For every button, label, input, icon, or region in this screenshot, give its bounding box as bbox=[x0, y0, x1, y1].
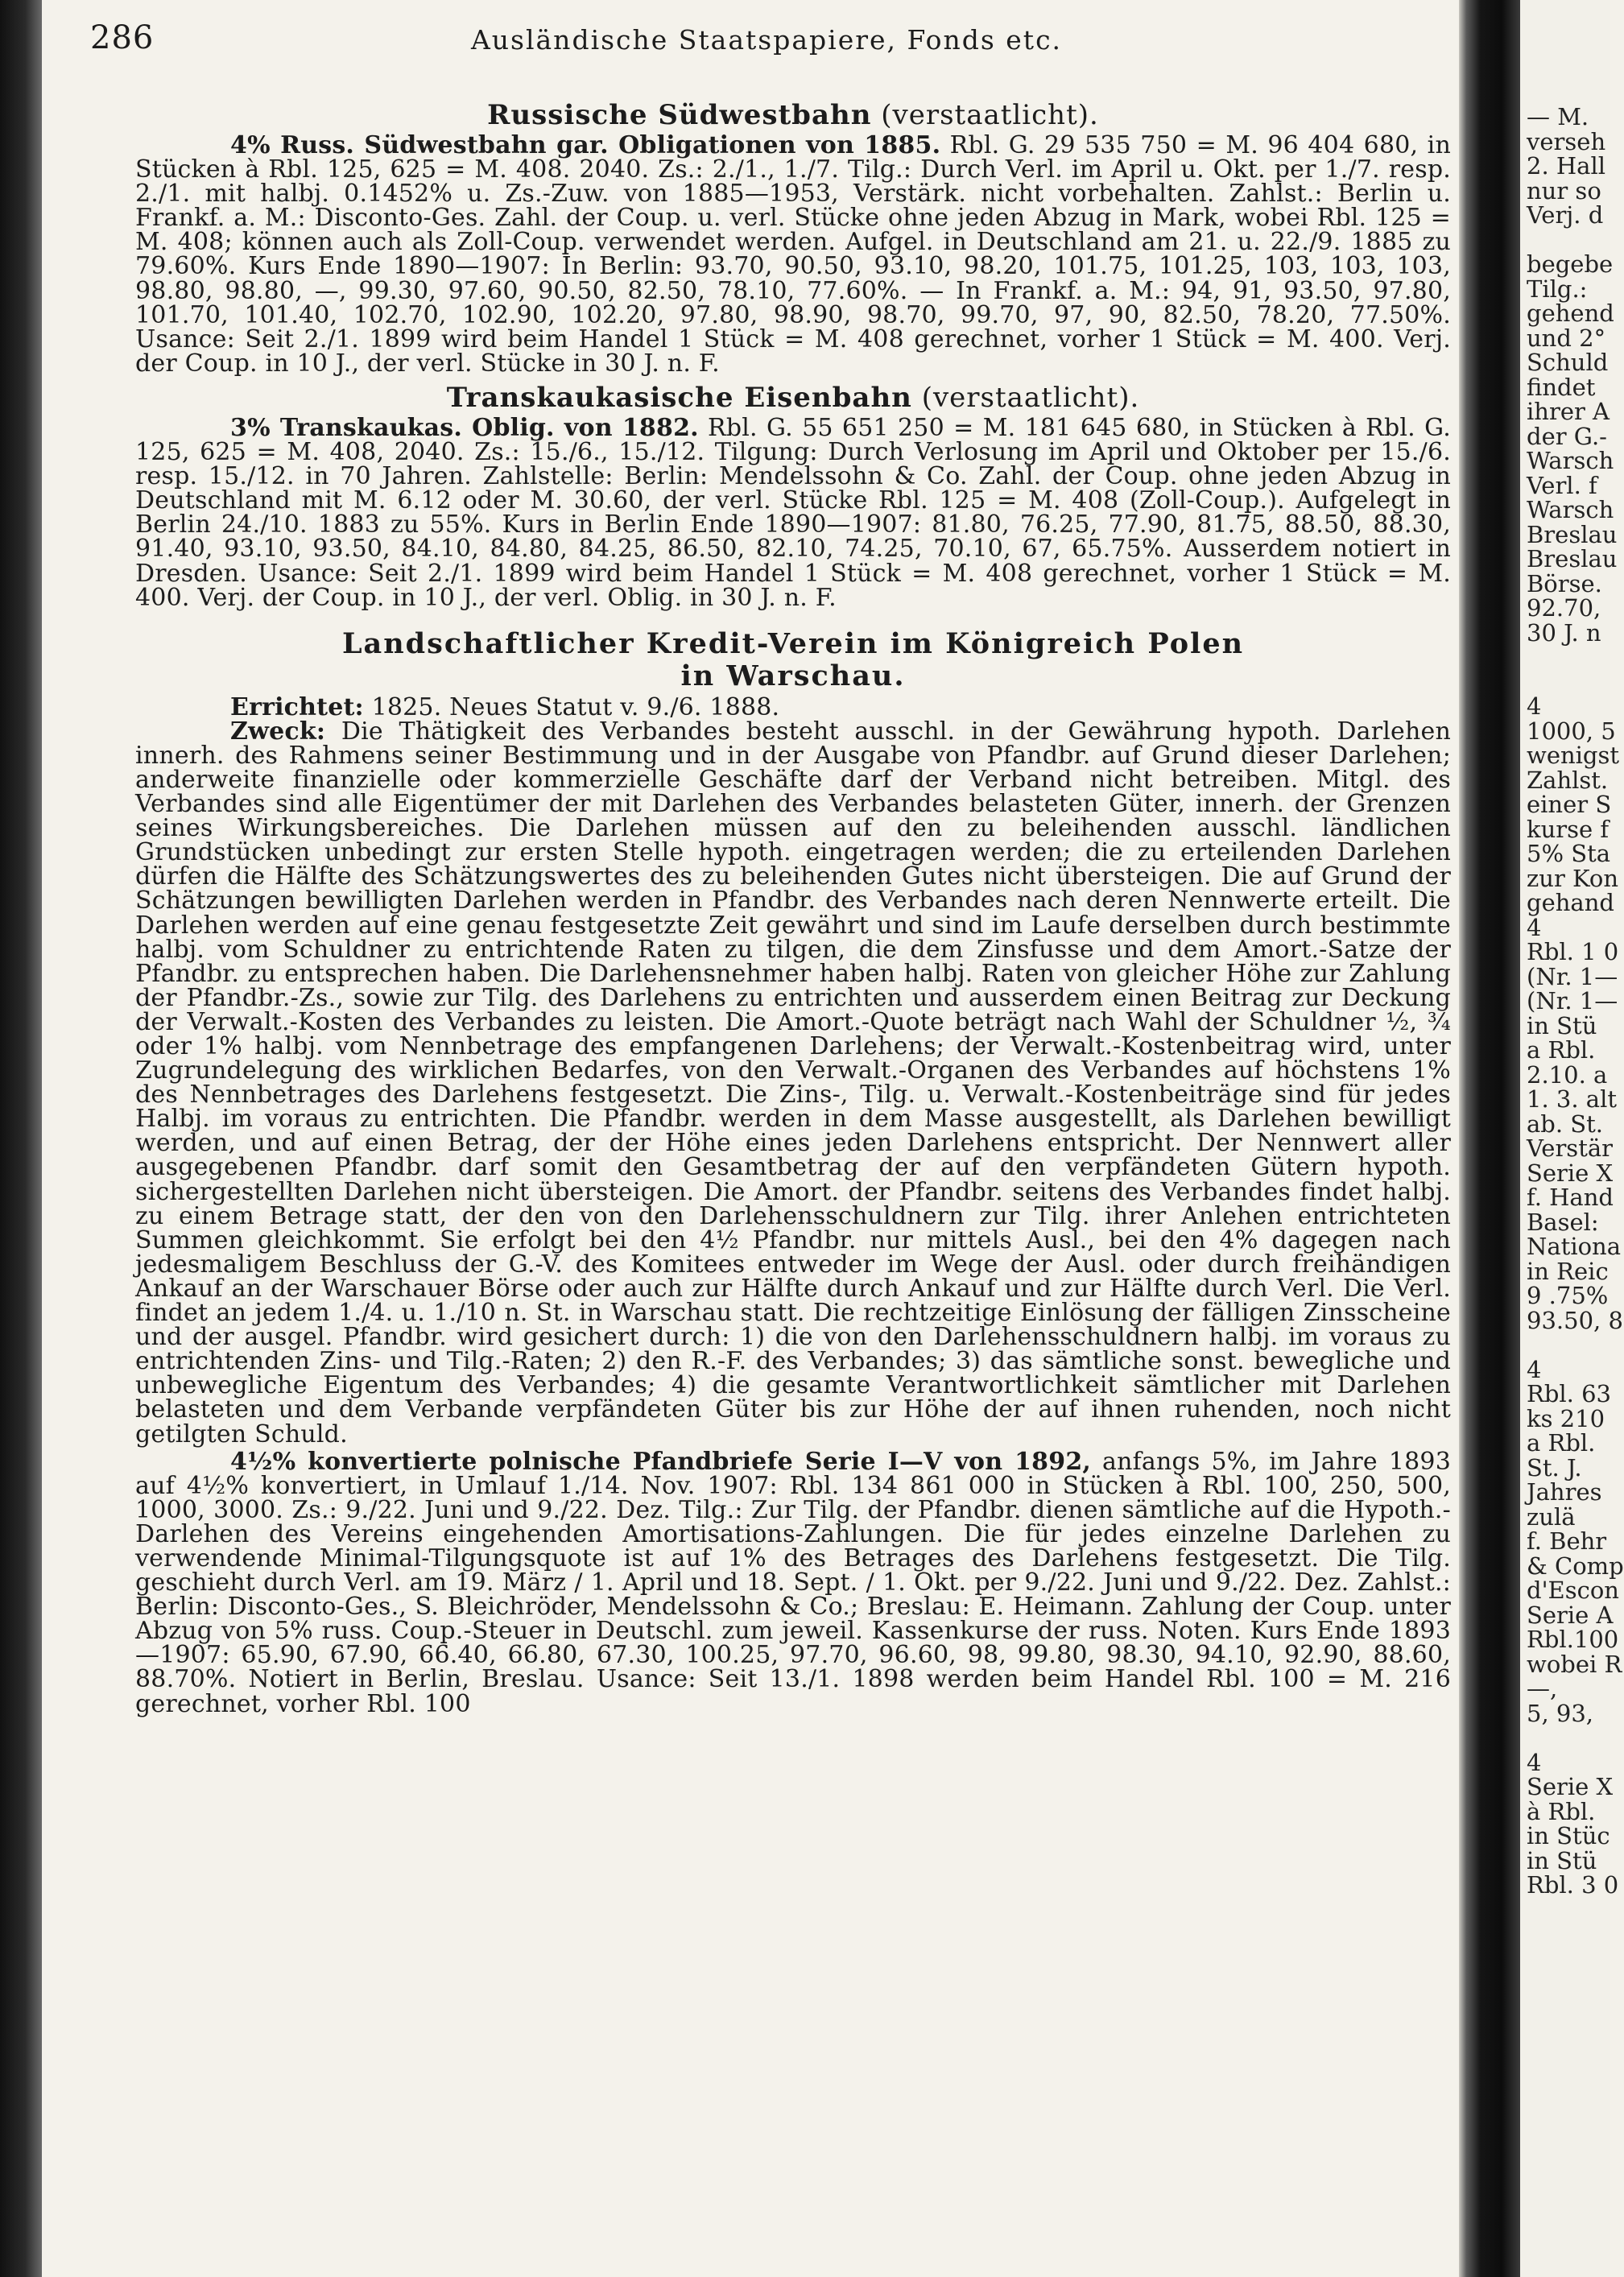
bond-entry-suedwestbahn bbox=[135, 131, 1451, 378]
adjacent-page-line: Basel: bbox=[1527, 1208, 1599, 1236]
adjacent-page-line: in Reic bbox=[1527, 1257, 1609, 1285]
adjacent-page bbox=[1520, 0, 1624, 2277]
adjacent-page-line: a Rbl. bbox=[1527, 1429, 1596, 1457]
adjacent-page-line: kurse f bbox=[1527, 815, 1610, 843]
adjacent-page-line: gehend bbox=[1527, 300, 1614, 327]
adjacent-page-line: 30 J. n bbox=[1527, 618, 1601, 647]
adjacent-page-line: f. Hand bbox=[1527, 1184, 1614, 1211]
adjacent-page-line: Nationa bbox=[1527, 1233, 1622, 1260]
adjacent-page-line: Rbl. 3 0 bbox=[1527, 1871, 1619, 1899]
adjacent-page-line: —, bbox=[1527, 1675, 1558, 1702]
adjacent-page-line: St. J. bbox=[1527, 1453, 1582, 1481]
section-title-note: (verstaatlicht). bbox=[911, 381, 1140, 414]
adjacent-page-line: gehand bbox=[1527, 889, 1614, 916]
adjacent-page-line: 2. Hall bbox=[1527, 152, 1606, 180]
adjacent-page-line: 4 bbox=[1527, 1748, 1542, 1776]
adjacent-page-line: 4 bbox=[1527, 692, 1542, 720]
section-title-kredit-verein bbox=[135, 628, 1451, 692]
pfandbriefe-entry bbox=[135, 1447, 1451, 1718]
adjacent-page-line: ab. St. bbox=[1527, 1110, 1604, 1138]
errichtet-text: 1825. Neues Statut v. 9./6. 1888. bbox=[363, 692, 780, 721]
adjacent-page-line: (Nr. 1— bbox=[1527, 987, 1618, 1015]
adjacent-page-line: Jahres bbox=[1527, 1478, 1602, 1506]
zweck-label: Zweck: bbox=[230, 717, 326, 746]
adjacent-page-line: und 2° bbox=[1527, 324, 1606, 352]
adjacent-page-line: Serie X bbox=[1527, 1773, 1614, 1800]
adjacent-page-line: Breslau bbox=[1527, 545, 1618, 572]
adjacent-page-line: Warsch bbox=[1527, 447, 1614, 474]
adjacent-page-line: in Stüc bbox=[1527, 1822, 1610, 1849]
adjacent-page-line: — M. bbox=[1527, 103, 1589, 130]
page-content bbox=[135, 100, 1451, 1717]
adjacent-page-line: a Rbl. bbox=[1527, 1036, 1596, 1064]
adjacent-page-line: begebe bbox=[1527, 250, 1614, 278]
adjacent-page-line: Schuld bbox=[1527, 349, 1609, 376]
adjacent-page-line: Börse. bbox=[1527, 569, 1602, 597]
bond-lead: 4% Russ. Südwestbahn gar. Obligationen von 1885. bbox=[230, 131, 941, 159]
adjacent-page-line: Rbl. 1 0 bbox=[1527, 938, 1619, 965]
adjacent-page-line: Rbl.100 bbox=[1527, 1626, 1619, 1653]
running-title: Ausländische Staatspapiere, Fonds etc. bbox=[470, 24, 1063, 56]
adjacent-page-line: 4 bbox=[1527, 1355, 1542, 1383]
adjacent-page-line: findet bbox=[1527, 373, 1596, 401]
adjacent-page-line: 1. 3. alt bbox=[1527, 1085, 1617, 1113]
adjacent-page-line: wobei R bbox=[1527, 1650, 1622, 1678]
errichtet-entry bbox=[135, 692, 1451, 721]
adjacent-page-line: 2.10. a bbox=[1527, 1060, 1608, 1089]
adjacent-page-line: ihrer A bbox=[1527, 398, 1610, 425]
adjacent-page-line: Warsch bbox=[1527, 496, 1614, 523]
title-line-1: Landschaftlicher Kredit-Verein im Königreich Polen bbox=[341, 626, 1245, 660]
section-title-bold: Transkaukasische Eisenbahn bbox=[446, 381, 912, 414]
adjacent-page-line: Breslau bbox=[1527, 520, 1618, 548]
adjacent-page-line: (Nr. 1— bbox=[1527, 962, 1618, 990]
bond-text: Rbl. G. 29 535 750 = M. 96 404 680, in Stücken à Rbl. 125, 625 = M. 408. 2040. Zs.: 2./1., 1./7. Tilg.: Durch Verl. im April u. Okt. per 1./7. resp. 2./1. mit halbj. 0.1452% u. Zs.-Zuw. von 1885—1953, Verstärk. nicht vorbehalten. Zahlst.: Berlin u. Frankf. a. M.: Disconto-Ges. Zahl. der Coup. u. verl. Stücke ohne jeden Abzug in Mark, wobei Rbl. 125 = M. 408; können auch als Zoll-Coup. verwendet werden. Aufgel. in Deutschland am 21. u. 22./9. 1885 zu 79.60%. Kurs Ende 1890—1907: In Berlin: 93.70, 90.50, 93.10, 98.20, 101.75, 101.25, 103, 103, 103, 98.80, 98.80, —, 99.30, 97.60, 90.50, 82.50, 78.10, 77.60%. — In Frankf. a. M.: 94, 91, 93.50, 97.80, 101.70, 101.40, 102.70, 102.90, 102.20, 97.80, 98.90, 98.70, 99.70, 97, 90, 82.50, 78.20, 77.50%. Usance: Seit 2./1. 1899 wird beim Handel 1 Stück = M. 408 gerechnet, vorher 1 Stück = M. 400. Verj. der Coup. in 10 J., der verl. Stücke in 30 J. n. F. bbox=[135, 131, 1451, 378]
adjacent-page-line: ks 210 bbox=[1527, 1404, 1605, 1432]
bond-text: Rbl. G. 55 651 250 = M. 181 645 680, in Stücken à Rbl. G. 125, 625 = M. 408, 2040. Zs.: 15./6., 15./12. Tilgung: Durch Verlosung im April und Oktober per 15./6. resp. 15./12. in 70 Jahren. Zahlstelle: Berlin: Mendelssohn & Co. Zahl. der Coup. ohne jeden Abzug in Deutschland mit M. 6.12 oder M. 30.60, der verl. Stücke Rbl. 125 = M. 408 (Zoll-Coup.). Aufgelegt in Berlin 24./10. 1883 zu 55%. Kurs in Berlin Ende 1890—1907: 81.80, 76.25, 77.90, 81.75, 88.50, 88.30, 91.40, 93.10, 93.50, 84.10, 84.80, 84.25, 86.50, 82.10, 74.25, 70.10, 67, 65.75%. Ausserdem notiert in Dresden. Usance: Seit 2./1. 1899 wird beim Handel 1 Stück = M. 408 gerechnet, vorher 1 Stück = M. 400. Verj. der Coup. in 10 J., der verl. Oblig. in 30 J. n. F. bbox=[135, 413, 1451, 612]
title-line-2: in Warschau. bbox=[680, 659, 906, 692]
running-head bbox=[90, 19, 1443, 60]
adjacent-page-line: Verl. f bbox=[1527, 471, 1597, 499]
adjacent-page-line: Tilg.: bbox=[1527, 275, 1588, 303]
adjacent-page-line: d'Escon bbox=[1527, 1577, 1619, 1604]
adjacent-page-line: der G.- bbox=[1527, 422, 1607, 450]
adjacent-page-line: Verstär bbox=[1527, 1134, 1613, 1162]
section-title-suedwestbahn bbox=[135, 100, 1451, 130]
adjacent-page-line: à Rbl. bbox=[1527, 1797, 1596, 1825]
adjacent-page-line: 1000, 5 bbox=[1527, 717, 1616, 745]
adjacent-page-line: & Comp bbox=[1527, 1552, 1624, 1580]
adjacent-page-line: 5, 93, bbox=[1527, 1699, 1594, 1727]
bond-lead: 3% Transkaukas. Oblig. von 1882. bbox=[230, 413, 699, 442]
adjacent-page-line: zulä bbox=[1527, 1502, 1576, 1531]
section-title-note: (verstaatlicht). bbox=[871, 99, 1099, 131]
adjacent-page-line: Serie X bbox=[1527, 1159, 1614, 1187]
adjacent-page-line: 9 .75% bbox=[1527, 1282, 1609, 1309]
adjacent-page-line: einer S bbox=[1527, 791, 1612, 818]
adjacent-page-line: Verj. d bbox=[1527, 201, 1604, 229]
adjacent-page-line: 93.50, 8 bbox=[1527, 1306, 1623, 1334]
adjacent-page-line: in Stü bbox=[1527, 1846, 1597, 1874]
adjacent-page-line: wenigst bbox=[1527, 742, 1620, 769]
book-gutter bbox=[1459, 0, 1520, 2277]
pfandbriefe-text: anfangs 5%, im Jahre 1893 auf 4½% konvertiert, in Umlauf 1./14. Nov. 1907: Rbl. 134 861 000 in Stücken à Rbl. 100, 250, 500, 1000, 3000. Zs.: 9./22. Juni und 9./22. Dez. Tilg.: Zur Tilg. der Pfandbr. dienen sämtliche auf die Hypoth.-Darlehen des Vereins eingehenden Amortisations-Zahlungen. Die für jedes einzelne Darlehen zu verwendende Minimal-Tilgungsquote ist auf 1% des Betrages des Darlehens festgesetzt. Die Tilg. geschieht durch Verl. am 19. März / 1. April und 18. Sept. / 1. Okt. per 9./22. Juni und 9./22. Dez. Zahlst.: Berlin: Disconto-Ges., S. Bleichröder, Mendelssohn & Co.; Breslau: E. Heimann. Zahlung der Coup. unter Abzug von 5% russ. Coup.-Steuer in Deutschl. zum jeweil. Kassenkurse der russ. Noten. Kurs Ende 1893—1907: 65.90, 67.90, 66.40, 66.80, 67.30, 100.25, 97.70, 96.60, 98, 99.80, 98.30, 94.10, 92.90, 88.60, 88.70%. Notiert in Berlin, Breslau. Usance: Seit 13./1. 1898 werden beim Handel Rbl. 100 = M. 216 gerechnet, vorher Rbl. 100 bbox=[135, 1447, 1451, 1718]
adjacent-page-line: Serie A bbox=[1527, 1601, 1614, 1629]
adjacent-page-line: Rbl. 63 bbox=[1527, 1380, 1612, 1407]
adjacent-page-line: 92.70, bbox=[1527, 594, 1601, 622]
adjacent-page-line: zur Kon bbox=[1527, 864, 1619, 892]
adjacent-page-line: nur so bbox=[1527, 176, 1601, 205]
adjacent-page-line: f. Behr bbox=[1527, 1527, 1607, 1555]
bond-entry-transkaukasische bbox=[135, 413, 1451, 612]
page-number: 286 bbox=[90, 19, 155, 56]
errichtet-label: Errichtet: bbox=[230, 692, 364, 721]
section-title-transkaukasische bbox=[135, 382, 1451, 413]
zweck-text: Die Thätigkeit des Verbandes besteht ausschl. in der Gewährung hypoth. Darlehen innerh. des Rahmens seiner Bestimmung und in der Ausgabe von Pfandbr. auf Grund dieser Darlehen; anderweite finanzielle oder kommerzielle Geschäfte darf der Verband nicht betreiben. Mitgl. des Verbandes sind alle Eigentümer der mit Darlehen des Verbandes belasteten Güter, innerh. der Grenzen seines Wirkungsbereiches. Die Darlehen müssen auf den zu beleihenden ausschl. ländlichen Grundstücken unbedingt zur ersten Stelle hypoth. eingetragen werden; die zu erteilenden Darlehen dürfen die Hälfte des Schätzungswertes des zu beleihenden Gutes nicht übersteigen. Die auf Grund der Schätzungen bewilligten Darlehen werden in Pfandbr. des Verbandes nach deren Nennwerte erteilt. Die Darlehen werden auf eine genau festgesetzte Zeit gewährt und sind im Laufe derselben durch bestimmte halbj. vom Schuldner zu entrichtende Raten zu tilgen, die dem Zinsfusse und dem Amort.-Satze der Pfandbr. zu entsprechen haben. Die Darlehensnehmer haben halbj. Raten von gleicher Höhe zur Zahlung der Pfandbr.-Zs., sowie zur Tilg. des Darlehens zu entrichten und ausserdem einen Beitrag zur Deckung der Verwalt.-Kosten des Verbandes zu leisten. Die Amort.-Quote beträgt nach Wahl der Schuldner ½, ¾ oder 1% halbj. vom Nennbetrage des empfangenen Darlehens; der Verwalt.-Kostenbeitrag wird, unter Zugrundelegung des wirklichen Bedarfes, von den Verwalt.-Organen des Verbandes auf höchstens 1% des Nennbetrages des Darlehens festgesetzt. Die Zins-, Tilg. u. Verwalt.-Kostenbeiträge sind für jedes Halbj. im voraus zu entrichten. Die Pfandbr. werden in dem Masse ausgestellt, als Darlehen bewilligt werden, und auf einen Betrag, der der Höhe eines jeden Darlehens entspricht. Der Nennwert aller ausgegebenen Pfandbr. darf somit den Gesamtbetrag der auf den verpfändeten Gütern hypoth. sichergestellten Darlehen nicht übersteigen. Die Amort. der Pfandbr. seitens des Verbandes findet halbj. zu einem Betrage statt, der den von den Darlehensschuldnern zur Tilg. ihrer Anlehen entrichteten Summen gleichkommt. Sie erfolgt bei den 4½ Pfandbr. nur mittels Ausl., bei den 4% dagegen nach jedesmaligem Beschluss der G.-V. des Komitees entweder im Wege der Ausl. oder durch freihändigen Ankauf an der Warschauer Börse oder auch zur Hälfte durch Ankauf und zur Hälfte durch Verl. Die Verl. findet an jedem 1./4. u. 1./10 n. St. in Warschau statt. Die rechtzeitige Einlösung der fälligen Zinsscheine und der ausgel. Pfandbr. wird gesichert durch: 1) die von den Darlehensschuldnern halbj. im voraus zu entrichtenden Zins- und Tilg.-Raten; 2) den R.-F. des Verbandes; 3) das sämtliche sonst. bewegliche und unbewegliche Eigentum des Verbandes; 4) die gesamte Verantwortlichkeit sämtlicher mit Darlehen belasteten und dem Verbande verpfändeten Güter bis zur Höhe der auf ihnen ruhenden, noch nicht getilgten Schuld. bbox=[135, 717, 1451, 1448]
adjacent-page-line: Zahlst. bbox=[1527, 766, 1609, 794]
adjacent-page-line: verseh bbox=[1527, 127, 1606, 155]
adjacent-page-line: in Stü bbox=[1527, 1011, 1597, 1039]
zweck-entry bbox=[135, 717, 1451, 1448]
adjacent-page-line: 5% Sta bbox=[1527, 840, 1611, 867]
pfandbriefe-lead: 4½% konvertierte polnische Pfandbriefe Serie I—V von 1892, bbox=[230, 1447, 1092, 1476]
adjacent-page-line: 4 bbox=[1527, 913, 1542, 941]
section-title-bold: Russische Südwestbahn bbox=[487, 99, 872, 131]
scan-margin-left bbox=[0, 0, 42, 2277]
